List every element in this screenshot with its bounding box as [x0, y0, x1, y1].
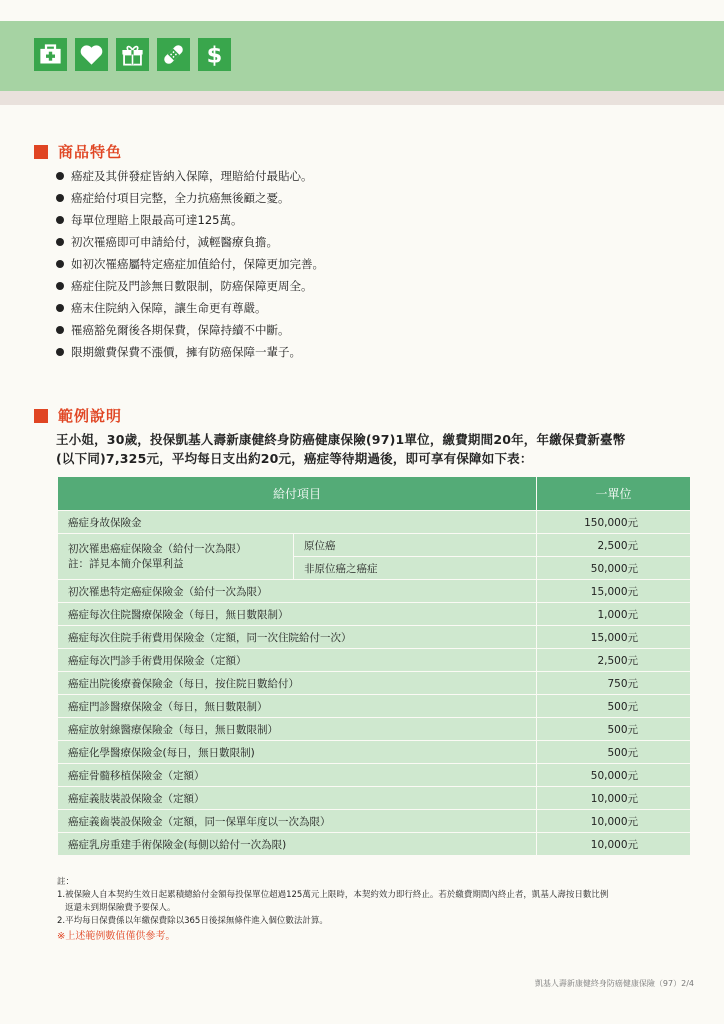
example-intro [56, 430, 696, 468]
benefit-item: 癌症出院後療養保險金（每日，按住院日數給付） [58, 672, 537, 695]
benefit-amount: 150,000元 [537, 511, 691, 534]
bullet-icon [56, 172, 64, 180]
table-row [58, 511, 691, 534]
benefit-amount: 50,000元 [537, 764, 691, 787]
bullet-icon [56, 238, 64, 246]
table-row [58, 741, 691, 764]
benefit-amount: 2,500元 [537, 534, 691, 557]
bullet-icon [56, 326, 64, 334]
note-line: 1.被保險人自本契約生效日起累積總給付金額每投保單位超過125萬元上限時，本契約效力即行終止。若於繳費期間內終止者，凱基人壽按日數比例 [57, 890, 609, 900]
table-row [58, 718, 691, 741]
benefit-item: 癌症義肢裝設保險金（定額） [58, 787, 537, 810]
heading-marker [34, 409, 48, 423]
reference-note: ※上述範例數值僅供參考。 [57, 931, 176, 942]
benefit-item: 癌症化學醫療保險金(每日，無日數限制) [58, 741, 537, 764]
table-row [58, 534, 691, 557]
heart-icon [75, 38, 108, 71]
bullet-icon [56, 304, 64, 312]
dollar-icon [198, 38, 231, 71]
example-heading [34, 405, 122, 426]
benefit-item [58, 534, 294, 580]
note-line: 2.平均每日保費係以年繳保費除以365日後採無條件進入個位數法計算。 [57, 916, 328, 926]
page-footer: 凱基人壽新康健終身防癌健康保險（97）2/4 [534, 979, 694, 988]
benefits-table [57, 476, 691, 856]
table-row [58, 603, 691, 626]
column-header-amount: 一單位 [537, 477, 691, 511]
intro-line: 王小姐，30歲，投保凱基人壽新康健終身防癌健康保險(97)1單位，繳費期間20年，年繳保費新臺幣 [56, 432, 626, 447]
notes [57, 876, 697, 943]
benefit-amount: 10,000元 [537, 810, 691, 833]
table-row [58, 695, 691, 718]
heading-marker [34, 145, 48, 159]
benefit-amount: 1,000元 [537, 603, 691, 626]
notes-label: 註： [57, 877, 75, 887]
benefit-amount: 10,000元 [537, 787, 691, 810]
benefit-subitem: 非原位癌之癌症 [294, 557, 537, 580]
benefit-item: 癌症義齒裝設保險金（定額，同一保單年度以一次為限） [58, 810, 537, 833]
benefit-item: 癌症乳房重建手術保險金(每側以給付一次為限) [58, 833, 537, 856]
features-title: 商品特色 [58, 143, 123, 161]
first-aid-icon [34, 38, 67, 71]
bandage-icon [157, 38, 190, 71]
benefit-amount: 10,000元 [537, 833, 691, 856]
benefit-item: 癌症每次住院手術費用保險金（定額，同一次住院給付一次） [58, 626, 537, 649]
feature-item: 癌症給付項目完整，全力抗癌無後顧之憂。 [56, 187, 324, 209]
svg-text:$: $ [206, 42, 223, 68]
feature-item: 初次罹癌即可申請給付，減輕醫療負擔。 [56, 231, 324, 253]
benefit-amount: 500元 [537, 718, 691, 741]
feature-item: 癌末住院納入保障，讓生命更有尊嚴。 [56, 297, 324, 319]
bullet-icon [56, 260, 64, 268]
table-row [58, 672, 691, 695]
benefit-amount: 750元 [537, 672, 691, 695]
table-row [58, 810, 691, 833]
column-header-item: 給付項目 [58, 477, 537, 511]
bullet-icon [56, 216, 64, 224]
benefit-amount: 2,500元 [537, 649, 691, 672]
benefit-item: 癌症每次門診手術費用保險金（定額） [58, 649, 537, 672]
benefit-item-label: 初次罹患癌症保險金（給付一次為限） [68, 542, 247, 555]
benefit-amount: 15,000元 [537, 580, 691, 603]
bullet-icon [56, 194, 64, 202]
icon-row [34, 38, 231, 71]
bullet-icon [56, 282, 64, 290]
benefit-subitem: 原位癌 [294, 534, 537, 557]
table-row [58, 649, 691, 672]
benefit-amount: 15,000元 [537, 626, 691, 649]
gift-icon [116, 38, 149, 71]
feature-item: 每單位理賠上限最高可達125萬。 [56, 209, 324, 231]
example-title: 範例說明 [58, 407, 123, 425]
feature-item: 癌症及其併發症皆納入保障，理賠給付最貼心。 [56, 165, 324, 187]
bullet-icon [56, 348, 64, 356]
note-line: 返還未到期保險費予要保人。 [65, 903, 176, 913]
header-divider [0, 91, 724, 105]
table-row [58, 787, 691, 810]
features-heading [34, 141, 122, 162]
benefit-amount: 50,000元 [537, 557, 691, 580]
intro-line: (以下同)7,325元，平均每日支出約20元，癌症等待期過後，即可享有保障如下表： [56, 451, 533, 466]
feature-item: 如初次罹癌屬特定癌症加值給付，保障更加完善。 [56, 253, 324, 275]
feature-item: 罹癌豁免爾後各期保費，保障持續不中斷。 [56, 319, 324, 341]
table-row [58, 626, 691, 649]
table-row [58, 764, 691, 787]
features-list [56, 165, 324, 363]
benefit-item-note: 註：詳見本簡介保單利益 [68, 557, 184, 570]
benefit-amount: 500元 [537, 695, 691, 718]
benefit-item: 癌症骨髓移植保險金（定額） [58, 764, 537, 787]
benefit-item: 癌症每次住院醫療保險金（每日，無日數限制） [58, 603, 537, 626]
benefit-item: 癌症身故保險金 [58, 511, 537, 534]
benefit-item: 癌症門診醫療保險金（每日，無日數限制） [58, 695, 537, 718]
benefit-item: 初次罹患特定癌症保險金（給付一次為限） [58, 580, 537, 603]
table-header-row [58, 477, 691, 511]
benefit-item: 癌症放射線醫療保險金（每日，無日數限制） [58, 718, 537, 741]
feature-item: 癌症住院及門診無日數限制，防癌保障更周全。 [56, 275, 324, 297]
benefit-amount: 500元 [537, 741, 691, 764]
table-row [58, 833, 691, 856]
table-row [58, 580, 691, 603]
feature-item: 限期繳費保費不漲價，擁有防癌保障一輩子。 [56, 341, 324, 363]
